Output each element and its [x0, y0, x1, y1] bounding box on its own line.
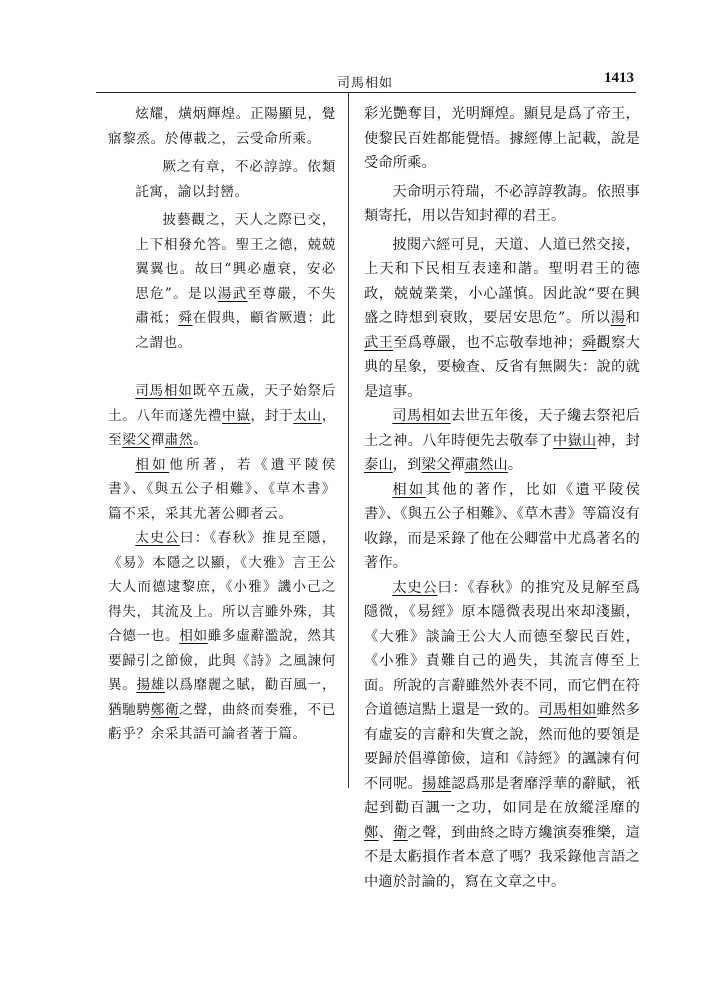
proper-noun: 司馬相如: [135, 383, 193, 399]
paragraph: 太史公曰：《春秋》推見至隱，《易》本隱之以顯，《大雅》言王公大人而德逮黎庶，《小雅》譏小己之得失，其流及上。所以言雖外殊，其合德一也。相如雖多虛辭濫說，然其要歸引之節儉，此與《詩》之風諫何異。揚雄以爲靡麗之賦，勸百風一，猶馳騁鄭衛之聲，曲終而奏雅，不已虧乎？余采其語可論者著于篇。: [108, 530, 337, 742]
paragraph: 彩光艷奪目，光明輝煌。顯見是爲了帝王，使黎民百姓都能覺悟。據經傳上記載，說是受命所乘。: [364, 106, 640, 171]
proper-noun: 衛: [393, 824, 408, 841]
header-rule: [96, 92, 636, 93]
running-title: 司馬相如: [336, 76, 393, 91]
proper-noun: 中嶽: [222, 407, 251, 424]
proper-noun: 衛: [165, 701, 180, 718]
paragraph: 炫耀，熿炳輝煌。正陽顯見，覺寤黎烝。於傳載之，云受命所乘。: [108, 106, 336, 147]
proper-noun: 鄭: [364, 824, 379, 841]
page-number: 1413: [604, 70, 634, 86]
translation-column: [364, 102, 640, 894]
proper-noun: 梁父: [122, 432, 151, 448]
proper-noun: 太史公: [135, 530, 180, 546]
proper-noun: 相如: [392, 481, 426, 498]
proper-noun: 揚雄: [422, 775, 452, 792]
proper-noun: 武王: [364, 334, 394, 351]
proper-noun: 湯: [610, 310, 626, 326]
proper-noun: 舜: [581, 334, 597, 351]
paragraph: 披藝觀之，天人之際已交，上下相發允答。聖王之德，兢兢翼翼也。故曰“興必慮衰，安必思危”。是以湯武至尊嚴，不失肅祗；舜在假典，顧省厥遺：此之謂也。: [135, 212, 336, 351]
proper-noun: 湯: [217, 285, 233, 302]
paragraph: 司馬相如去世五年後，天子纔去祭祀后土之神。八年時便先去敬奉了中嶽山神，封泰山，到梁父禪肅然山。: [364, 408, 640, 473]
paragraph: 厥之有章，不必諄諄。依類託寓，諭以封巒。: [135, 159, 336, 200]
paragraph: 相如其他的著作，比如《遺平陵侯書》、《與五公子相難》、《草木書》等篇沒有收錄，而是采錄了他在公卿當中尤爲著名的著作。: [364, 481, 640, 571]
paragraph: 天命明示符瑞，不必諄諄教誨。依照事類寄托，用以告知封禪的君王。: [364, 183, 640, 224]
proper-noun: 揚雄: [136, 677, 166, 693]
column-divider: [348, 92, 349, 788]
paragraph: 太史公曰：《春秋》的推究及見解至爲隱微，《易經》原本隱微表現出來却淺顯，《大雅》談論王公大人而德至黎民百姓，《小雅》責難自己的過失，其流言傳至上面。所說的言辭雖然外表不同，而它們在符合道德這點上還是一致的。司馬相如雖然多有虛妄的言辭和失實之說，然而他的要領是要歸於倡導節儉，這和《詩經》的諷諫有何不同呢。揚雄認爲那是奢靡浮華的辭賦，衹起到勸百諷一之功，如同是在放縱淫靡的鄭、衛之聲，到曲終之時方纔演奏雅樂，這不是太虧損作者本意了嗎？我采錄他言語之中適於討論的，寫在文章之中。: [364, 579, 641, 890]
proper-noun: 梁父: [421, 457, 451, 473]
proper-noun: 太山: [293, 407, 322, 424]
proper-noun: 中嶽山: [552, 432, 597, 449]
proper-noun: 相如: [135, 456, 170, 473]
proper-noun: 武: [232, 285, 248, 302]
proper-noun: 相如: [179, 628, 208, 644]
proper-noun: 肅然山: [464, 457, 508, 473]
paragraph: 披閱六經可見，天道、人道已然交接，上天和下民相互表達和諧。聖明君王的德政，兢兢業業，小心謹慎。因此說“要在興盛之時想到衰敗，要居安思危”。所以湯和武王至爲尊嚴，也不忘敬奉地神；舜觀察大典的星象，要檢查、反省有無闕失：說的就是這事。: [364, 236, 640, 400]
proper-noun: 太史公: [392, 579, 438, 596]
proper-noun: 鄭: [150, 701, 166, 718]
original-text-column: [108, 102, 336, 747]
proper-noun: 司馬相如: [392, 408, 451, 424]
proper-noun: 泰山: [364, 457, 393, 473]
paragraph: 相如他所著，若《遺平陵侯書》、《與五公子相難》、《草木書》篇不采，采其尤著公卿者云。: [108, 456, 337, 522]
page-header: [96, 58, 634, 96]
paragraph: 司馬相如既卒五歲，天子始祭后土。八年而遂先禮中嶽，封于太山，至梁父禪肅然。: [108, 383, 337, 448]
proper-noun: 舜: [178, 310, 193, 326]
proper-noun: 肅然: [164, 432, 194, 448]
proper-noun: 司馬相如: [538, 702, 597, 718]
